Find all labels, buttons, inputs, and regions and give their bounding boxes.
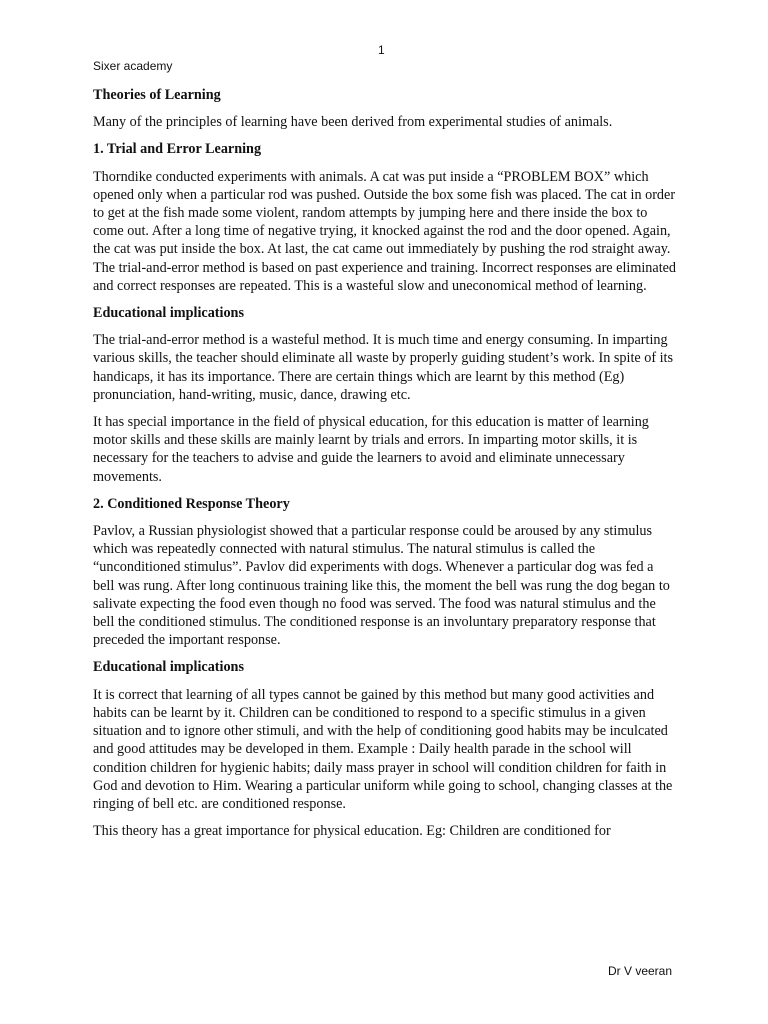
footer-author: Dr V veeran: [608, 964, 673, 978]
subheading-educational-implications: Educational implications: [93, 305, 244, 322]
header-org-name: Sixer academy: [93, 59, 173, 73]
section-heading-trial-error: 1. Trial and Error Learning: [93, 141, 262, 158]
intro-paragraph: Many of the principles of learning have been derived from experimental studies of animals.: [93, 114, 613, 131]
paragraph: It is correct that learning of all types cannot be gained by this method but many good activities and habits can be learnt by it. Children can be conditioned to respond to a specific stimulus in a given situation and to ignore other stimuli, and with the help of conditioning good habits may be inculcated and good attitudes may be developed in them. Example : Daily health parade in the school will condition children for hygienic habits; daily mass prayer in school will condition children for faith in God and devotion to Him. Wearing a particular uniform while going to school, changing classes at the ringing of bell etc. are conditioned response.: [93, 686, 673, 812]
paragraph: The trial-and-error method is a wasteful method. It is much time and energy consuming. In imparting various skills, the teacher should eliminate all waste by properly guiding student’s work. In spite of its handicaps, it has its importance. There are certain things which are learnt by this method (Eg) pronunciation, hand-writing, music, dance, drawing etc.: [93, 332, 674, 403]
paragraph: This theory has a great importance for physical education. Eg: Children are conditioned for: [93, 823, 611, 840]
section-heading-conditioned-response: 2. Conditioned Response Theory: [93, 495, 290, 512]
subheading-educational-implications: Educational implications: [93, 659, 244, 676]
document-body: [93, 86, 678, 849]
paragraph: Thorndike conducted experiments with animals. A cat was put inside a “PROBLEM BOX” which opened only when a particular rod was pushed. Outside the box some fish was placed. The cat in order to get at the fish made some violent, random attempts by jumping here and there inside the box to come out. After a long time of negative trying, it knocked against the rod and the door opened. Again, the cat was put inside the box. At last, the cat came out immediately by pushing the rod straight away. The trial-and-error method is based on past experience and training. Incorrect responses are eliminated and correct responses are repeated. This is a wasteful slow and uneconomical method of learning.: [93, 168, 677, 294]
paragraph: Pavlov, a Russian physiologist showed that a particular response could be aroused by any stimulus which was repeatedly connected with natural stimulus. The natural stimulus is called the “unconditioned stimulus”. Pavlov did experiments with dogs. Whenever a particular dog was fed a bell was rung. After long continuous training like this, the moment the bell was rung the dog began to salivate expecting the food even though no food was served. The food was natural stimulus and the bell the conditioned stimulus. The conditioned response is an involuntary preparatory response that preceded the important response.: [93, 523, 670, 649]
page-number: 1: [378, 43, 385, 57]
paragraph: It has special importance in the field of physical education, for this education is matter of learning motor skills and these skills are mainly learnt by trials and errors. In imparting motor skills, it is necessary for the teachers to advise and guide the learners to avoid and eliminate unnecessary movements.: [93, 414, 649, 485]
document-title: Theories of Learning: [93, 87, 221, 103]
